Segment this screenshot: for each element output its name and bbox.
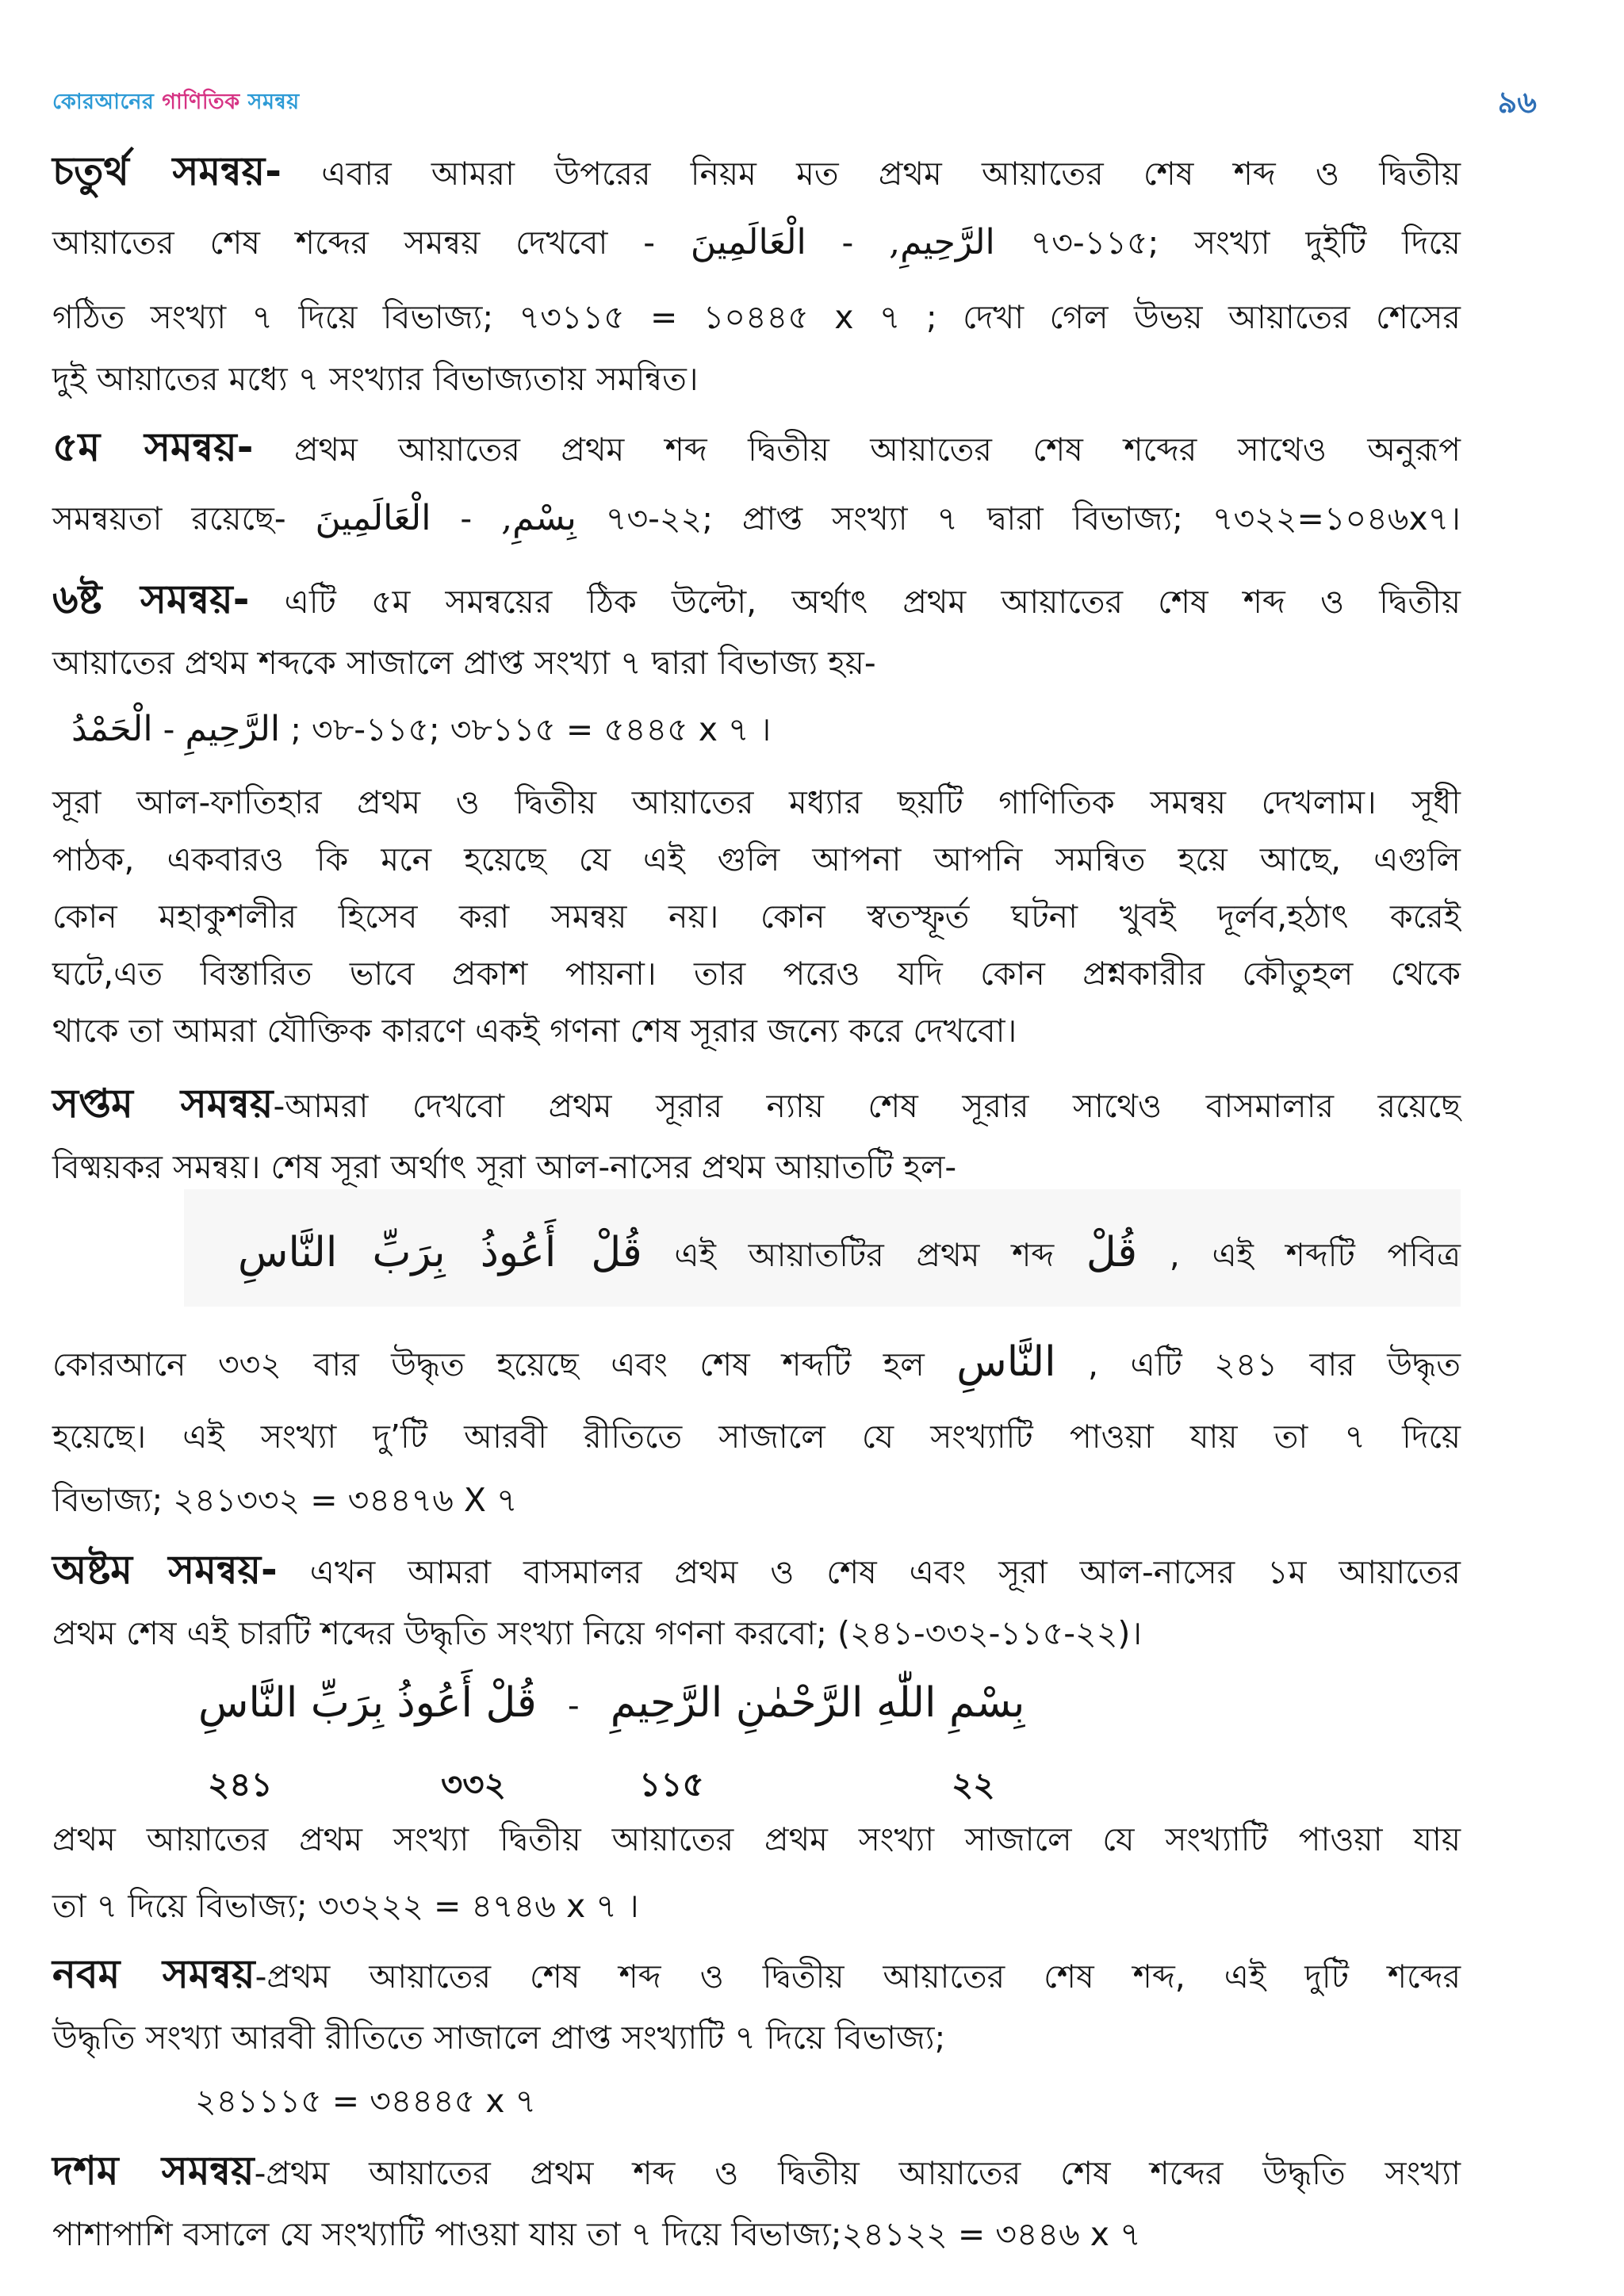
s6-line2: আয়াতের প্রথম শব্দকে সাজালে প্রাপ্ত সংখ্যা ৭ দ্বারা বিভাজ্য হয়- — [52, 644, 876, 682]
s7-text-4b: , এটি ২৪১ বার উদ্ধৃত — [1088, 1345, 1461, 1383]
s10-line2: পাশাপাশি বসালে যে সংখ্যাটি পাওয়া যায় তা ৭ দিয়ে বিভাজ্য;২৪১২২ = ৩৪৪৬ x ৭ — [52, 2215, 1141, 2253]
s6-arabic-hamd: الْحَمْدُ — [71, 709, 153, 749]
s5-text-2a: সমন্বয়তা রয়েছে- — [52, 499, 286, 538]
s9-text-1: -প্রথম আয়াতের শেষ শব্দ ও দ্বিতীয় আয়াতের শেষ শব্দ, এই দুটি শব্দের — [255, 1957, 1461, 1996]
s9-line3: ২৪১১১৫ = ৩৪৪৪৫ x ৭ — [195, 2082, 537, 2120]
s5-arabic-alamin: الْعَالَمِينَ — [315, 498, 431, 538]
s5-line1 — [52, 425, 1461, 469]
s4-text-2a: আয়াতের শেষ শব্দের সমন্বয় দেখবো - — [52, 224, 656, 262]
s7-text-4a: কোরআনে ৩৩২ বার উদ্ধৃত হয়েছে এবং শেষ শব্দটি হল — [52, 1345, 925, 1383]
para1-line4: ঘটে,এত বিস্তারিত ভাবে প্রকাশ পায়না। তার পরেও যদি কোন প্রশ্নকারীর কৌতুহল থেকে — [52, 955, 1461, 993]
s9-heading: নবম সমন্বয় — [52, 1951, 255, 1997]
header-title-part3: সমন্বয় — [247, 90, 300, 114]
s4-line4: দুই আয়াতের মধ্যে ৭ সংখ্যার বিভাজ্যতায় সমন্বিত। — [52, 360, 699, 398]
s8-number-241: ২৪১ — [208, 1765, 273, 1804]
s7-line6: বিভাজ্য; ২৪১৩৩২ = ৩৪৪৭৬ X ৭ — [52, 1481, 518, 1519]
s6-dash: - — [163, 710, 175, 748]
s6-text-1: এটি ৫ম সমন্বয়ের ঠিক উল্টো, অর্থাৎ প্রথম আয়াতের শেষ শব্দ ও দ্বিতীয় — [284, 583, 1461, 621]
s10-heading: দশম সমন্বয় — [52, 2148, 255, 2194]
s6-line3 — [71, 707, 1480, 752]
page-number: ৯৬ — [1497, 85, 1537, 120]
s7-line5: হয়েছে। এই সংখ্যা দু’টি আরবী রীতিতে সাজালে যে সংখ্যাটি পাওয়া যায় তা ৭ দিয়ে — [52, 1418, 1461, 1456]
s8-line2: প্রথম শেষ এই চারটি শব্দের উদ্ধৃতি সংখ্যা নিয়ে গণনা করবো; (২৪১-৩৩২-১১৫-২২)। — [52, 1614, 1143, 1652]
s4-text-1: এবার আমরা উপরের নিয়ম মত প্রথম আয়াতের শেষ শব্দ ও দ্বিতীয় — [321, 155, 1461, 193]
s5-heading: ৫ম সমন্বয়- — [52, 424, 254, 470]
s4-heading: চতুর্থ সমন্বয়- — [52, 148, 282, 194]
s8-arabic-dash: - — [567, 1686, 580, 1724]
s5-text-1: প্রথম আয়াতের প্রথম শব্দ দ্বিতীয় আয়াতের শেষ শব্দের সাথেও অনুরূপ — [293, 430, 1461, 469]
s9-line1 — [52, 1952, 1461, 1996]
para1-line3: কোন মহাকুশলীর হিসেব করা সমন্বয় নয়। কোন স্বতস্ফূর্ত ঘটনা খুবই দূর্লব,হঠাৎ করেই — [52, 897, 1461, 936]
s4-arabic-rahim: الرَّحِيمِ, — [889, 222, 995, 262]
s10-line1 — [52, 2149, 1461, 2193]
s8-number-332: ৩৩২ — [441, 1765, 506, 1804]
s8-line1 — [52, 1548, 1461, 1592]
s7-arabic-nas: النَّاسِ — [956, 1338, 1056, 1386]
s4-text-2b: ৭৩-১১৫; সংখ্যা দুইটি দিয়ে — [1030, 224, 1461, 262]
s7-line4 — [52, 1340, 1461, 1384]
s8-arabic-line — [198, 1681, 1071, 1725]
s8-line4: তা ৭ দিয়ে বিভাজ্য; ৩৩২২২ = ৪৭৪৬ x ৭ । — [52, 1887, 639, 1925]
s7-arabic-verse: قُلْ أَعُوذُ بِرَبِّ النَّاسِ — [238, 1229, 642, 1276]
s5-dash: - — [460, 499, 473, 538]
s7-line3 — [238, 1230, 1461, 1275]
header-title-part1: কোরআনের — [52, 90, 155, 114]
s4-dash: - — [841, 224, 854, 262]
s4-line3: গঠিত সংখ্যা ৭ দিয়ে বিভাজ্য; ৭৩১১৫ = ১০৪৪৫ x ৭ ; দেখা গেল উভয় আয়াতের শেসের — [52, 298, 1461, 336]
para1-line1: সূরা আল-ফাতিহার প্রথম ও দ্বিতীয় আয়াতের মধ্যার ছয়টি গাণিতিক সমন্বয় দেখলাম। সূধী — [52, 783, 1461, 821]
s5-line2 — [52, 496, 1461, 541]
running-header — [52, 86, 300, 121]
s10-text-1: -প্রথম আয়াতের প্রথম শব্দ ও দ্বিতীয় আয়াতের শেষ শব্দের উদ্ধৃতি সংখ্যা — [254, 2154, 1461, 2192]
s7-line1 — [52, 1081, 1461, 1126]
s6-heading: ৬ষ্ট সমন্বয়- — [52, 576, 250, 622]
s8-text-1: এখন আমরা বাসমালর প্রথম ও শেষ এবং সূরা আল-নাসের ১ম আয়াতের — [309, 1553, 1461, 1591]
s8-number-115: ১১৫ — [639, 1765, 704, 1804]
s4-line2 — [52, 220, 1461, 265]
s5-text-2b: ৭৩-২২; প্রাপ্ত সংখ্যা ৭ দ্বারা বিভাজ্য; ৭৩২২=১০৪৬x৭। — [605, 499, 1461, 538]
s8-arabic-basmala: بِسْمِ اللّٰهِ الرَّحْمٰنِ الرَّحِيمِ — [610, 1679, 1025, 1727]
s6-text-3b: ; ৩৮-১১৫; ৩৮১১৫ = ৫৪৪৫ x ৭ । — [290, 710, 772, 748]
s8-arabic-nas-verse: قُلْ أَعُوذُ بِرَبِّ النَّاسِ — [198, 1679, 537, 1727]
s4-arabic-alamin: الْعَالَمِينَ — [690, 222, 806, 262]
para1-line5: থাকে তা আমরা যৌক্তিক কারণে একই গণনা শেষ সূরার জন্যে করে দেখবো। — [52, 1012, 1017, 1050]
s7-line2: বিষ্ময়কর সমন্বয়। শেষ সূরা অর্থাৎ সূরা আল-নাসের প্রথম আয়াতটি হল- — [52, 1148, 957, 1186]
para1-line2: পাঠক, একবারও কি মনে হয়েছে যে এই গুলি আপনা আপনি সমন্বিত হয়ে আছে, এগুলি — [52, 840, 1461, 878]
s7-text-3b: , এই শব্দটি পবিত্র — [1169, 1236, 1461, 1274]
s7-arabic-qul: قُلْ — [1086, 1229, 1138, 1276]
s8-heading: অষ্টম সমন্বয়- — [52, 1547, 278, 1593]
s7-text-1: -আমরা দেখবো প্রথম সূরার ন্যায় শেষ সূরার সাথেও বাসমালার রয়েছে — [273, 1087, 1461, 1125]
s4-line1 — [52, 149, 1461, 193]
s6-arabic-rahim: الرَّحِيمِ — [185, 709, 281, 749]
s5-arabic-bismi: بِسْمِ, — [501, 498, 576, 538]
header-title-part2: গাণিতিক — [162, 90, 240, 114]
s7-text-3a: এই আয়াতটির প্রথম শব্দ — [674, 1236, 1055, 1274]
s6-line1 — [52, 577, 1461, 622]
s9-line2: উদ্ধৃতি সংখ্যা আরবী রীতিতে সাজালে প্রাপ্ত সংখ্যাটি ৭ দিয়ে বিভাজ্য; — [52, 2019, 946, 2057]
s8-line3: প্রথম আয়াতের প্রথম সংখ্যা দ্বিতীয় আয়াতের প্রথম সংখ্যা সাজালে যে সংখ্যাটি পাওয়া যায় — [52, 1820, 1461, 1858]
s7-heading: সপ্তম সমন্বয় — [52, 1081, 274, 1127]
s8-number-22: ২২ — [952, 1765, 995, 1804]
